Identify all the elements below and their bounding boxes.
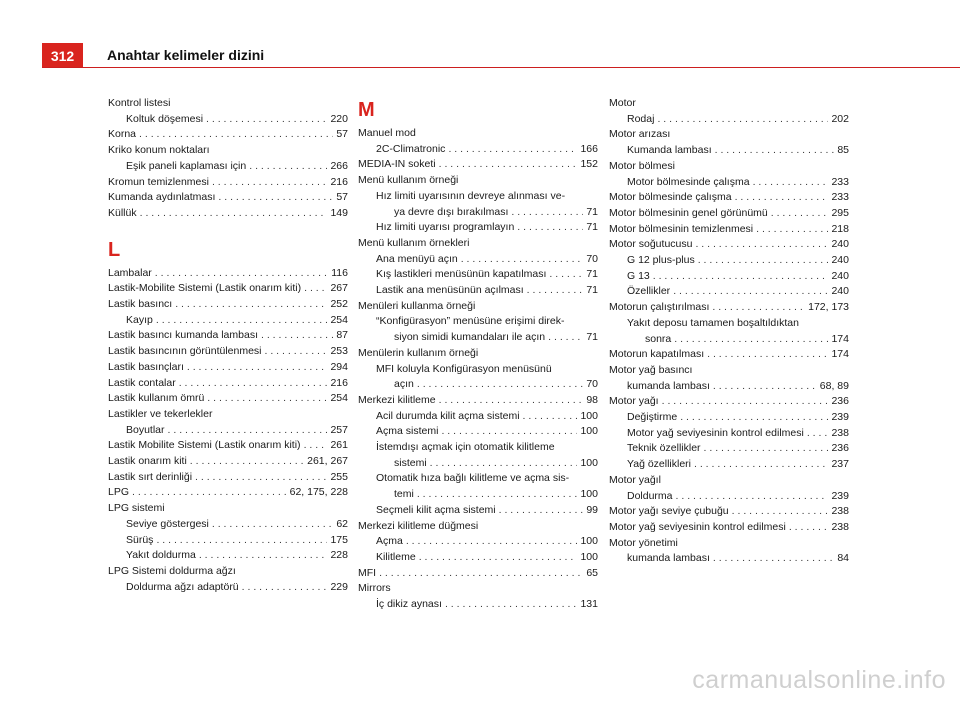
index-entry: Koltuk döşemesi . . . 220 bbox=[108, 112, 348, 128]
index-heading: LPG Sistemi doldurma ağzı bbox=[108, 564, 236, 577]
index-entry: Kumanda aydınlatması . . . 57 bbox=[108, 190, 348, 206]
page-title: Anahtar kelimeler dizini bbox=[107, 47, 265, 63]
index-entry-line: Hız limiti uyarısının devreye alınması ve- bbox=[376, 189, 566, 202]
index-entry: G 12 plus-plus . . . 240 bbox=[609, 253, 849, 269]
index-entry: G 13 . . . 240 bbox=[609, 269, 849, 285]
index-entry: Korna . . . 57 bbox=[108, 127, 348, 143]
index-heading: Motor yağ basıncı bbox=[609, 363, 693, 376]
index-entry: MFI . . . 65 bbox=[358, 566, 598, 582]
index-entry: Motor bölmesinde çalışma . . . 233 bbox=[609, 175, 849, 191]
index-entry: Merkezi kilitleme . . . 98 bbox=[358, 393, 598, 409]
index-heading: Merkezi kilitleme düğmesi bbox=[358, 519, 479, 532]
index-heading: Menü kullanım örneği bbox=[358, 174, 459, 187]
index-entry: Kilitleme . . . 100 bbox=[358, 550, 598, 566]
index-entry: Motor bölmesinin genel görünümü . . . 295 bbox=[609, 206, 849, 222]
index-heading: Menülerin kullanım örneği bbox=[358, 346, 479, 359]
index-entry: sistemi . . . 100 bbox=[394, 456, 598, 472]
index-entry: Yakıt doldurma . . . 228 bbox=[108, 548, 348, 564]
index-entry: Kayıp . . . 254 bbox=[108, 313, 348, 329]
index-entry: Eşik paneli kaplaması için . . . 266 bbox=[108, 159, 348, 175]
index-entry: ya devre dışı bırakılması . . . 71 bbox=[394, 205, 598, 221]
page-number: 312 bbox=[42, 43, 83, 68]
index-entry-line: Yakıt deposu tamamen boşaltıldıktan bbox=[627, 316, 799, 329]
section-letter-m: M bbox=[358, 99, 375, 121]
index-entry-line: MFI koluyla Konfigürasyon menüsünü bbox=[376, 362, 552, 375]
index-entry: Lambalar . . . 116 bbox=[108, 266, 348, 282]
index-entry: Lastik Mobilite Sistemi (Lastik onarım kiti) . . . 261 bbox=[108, 438, 348, 454]
index-entry: Lastik basıncı kumanda lambası . . . 87 bbox=[108, 328, 348, 344]
index-entry: Doldurma ağzı adaptörü . . . 229 bbox=[108, 580, 348, 596]
index-heading: Menü kullanım örnekleri bbox=[358, 236, 470, 249]
index-heading: Motor bölmesi bbox=[609, 159, 675, 172]
index-entry: Lastik basınçları . . . 294 bbox=[108, 360, 348, 376]
index-entry: Kumanda lambası . . . 85 bbox=[609, 143, 849, 159]
index-entry: Özellikler . . . 240 bbox=[609, 284, 849, 300]
index-column-2 bbox=[358, 96, 598, 613]
index-entry-line: Otomatik hıza bağlı kilitleme ve açma sis- bbox=[376, 472, 570, 485]
index-entry: Açma . . . 100 bbox=[358, 534, 598, 550]
index-entry: Kış lastikleri menüsünün kapatılması . . . 71 bbox=[358, 267, 598, 283]
index-heading: Kontrol listesi bbox=[108, 97, 171, 109]
index-entry: Motor bölmesinin temizlenmesi . . . 218 bbox=[609, 222, 849, 238]
index-entry: Motorun kapatılması . . . 174 bbox=[609, 347, 849, 363]
index-entry: Boyutlar . . . 257 bbox=[108, 423, 348, 439]
index-entry: 2C-Climatronic . . . 166 bbox=[358, 142, 598, 158]
index-entry: Lastik basıncı . . . 252 bbox=[108, 297, 348, 313]
index-entry: Motor bölmesinde çalışma . . . 233 bbox=[609, 190, 849, 206]
index-entry: Hız limiti uyarısı programlayın . . . 71 bbox=[358, 220, 598, 236]
index-entry: Kromun temizlenmesi . . . 216 bbox=[108, 175, 348, 191]
index-heading: Mirrors bbox=[358, 582, 391, 595]
index-entry: Lastik ana menüsünün açılması . . . 71 bbox=[358, 283, 598, 299]
index-entry: kumanda lambası . . . 84 bbox=[609, 551, 849, 567]
index-heading: Motor yönetimi bbox=[609, 536, 678, 549]
index-entry: Motor soğutucusu . . . 240 bbox=[609, 237, 849, 253]
index-entry: LPG . . . 62, 175, 228 bbox=[108, 485, 348, 501]
index-entry: Teknik özellikler . . . 236 bbox=[609, 441, 849, 457]
index-entry: Lastik contalar . . . 216 bbox=[108, 376, 348, 392]
index-column-1 bbox=[108, 96, 348, 595]
index-entry: Lastik sırt derinliği . . . 255 bbox=[108, 470, 348, 486]
index-column-3 bbox=[609, 96, 849, 567]
index-entry: Yağ özellikleri . . . 237 bbox=[609, 457, 849, 473]
index-entry: Motor yağı . . . 236 bbox=[609, 394, 849, 410]
index-heading: Motor bbox=[609, 97, 636, 109]
index-heading: Kriko konum noktaları bbox=[108, 144, 210, 157]
index-entry: siyon simidi kumandaları ile açın . . . 71 bbox=[394, 330, 598, 346]
index-heading: Motor arızası bbox=[609, 128, 671, 141]
index-entry-line: İstemdışı açmak için otomatik kilitleme bbox=[376, 441, 555, 454]
index-entry: Rodaj . . . 202 bbox=[609, 112, 849, 128]
index-entry: kumanda lambası . . . 68, 89 bbox=[609, 379, 849, 395]
index-heading: Manuel mod bbox=[358, 127, 416, 139]
index-entry: Motor yağı seviye çubuğu . . . 238 bbox=[609, 504, 849, 520]
index-entry: MEDIA-IN soketi . . . 152 bbox=[358, 157, 598, 173]
index-heading: Menüleri kullanma örneği bbox=[358, 299, 476, 312]
index-entry: Küllük . . . 149 bbox=[108, 206, 348, 222]
index-entry: Motor yağ seviyesinin kontrol edilmesi . . . 238 bbox=[609, 520, 849, 536]
index-entry: Doldurma . . . 239 bbox=[609, 489, 849, 505]
watermark: carmanualsonline.info bbox=[692, 666, 946, 694]
index-entry: İç dikiz aynası . . . 131 bbox=[358, 597, 598, 613]
index-entry: Açma sistemi . . . 100 bbox=[358, 424, 598, 440]
index-heading: Lastikler ve tekerlekler bbox=[108, 407, 213, 420]
index-entry: Lastik onarım kiti . . . 261, 267 bbox=[108, 454, 348, 470]
index-entry-line: “Konfigürasyon” menüsüne erişimi direk- bbox=[376, 315, 565, 328]
index-entry: sonra . . . 174 bbox=[645, 332, 849, 348]
index-heading: Motor yağıl bbox=[609, 473, 661, 486]
index-entry: Sürüş . . . 175 bbox=[108, 533, 348, 549]
header-divider bbox=[42, 67, 960, 68]
index-entry: Değiştirme . . . 239 bbox=[609, 410, 849, 426]
index-entry: açın . . . 70 bbox=[394, 377, 598, 393]
index-entry: Lastik kullanım ömrü . . . 254 bbox=[108, 391, 348, 407]
index-entry: Lastik basıncının görüntülenmesi . . . 253 bbox=[108, 344, 348, 360]
section-letter-l: L bbox=[108, 238, 121, 261]
index-entry: Motorun çalıştırılması . . . 172, 173 bbox=[609, 300, 849, 316]
index-entry: Ana menüyü açın . . . 70 bbox=[358, 252, 598, 268]
index-entry: temi . . . 100 bbox=[394, 487, 598, 503]
index-entry: Motor yağ seviyesinin kontrol edilmesi . . . 238 bbox=[609, 426, 849, 442]
index-entry: Acil durumda kilit açma sistemi . . . 100 bbox=[358, 409, 598, 425]
index-heading: LPG sistemi bbox=[108, 502, 165, 515]
index-entry: Seçmeli kilit açma sistemi . . . 99 bbox=[358, 503, 598, 519]
index-entry: Lastik-Mobilite Sistemi (Lastik onarım kiti) . . . 267 bbox=[108, 281, 348, 297]
index-entry: Seviye göstergesi . . . 62 bbox=[108, 517, 348, 533]
